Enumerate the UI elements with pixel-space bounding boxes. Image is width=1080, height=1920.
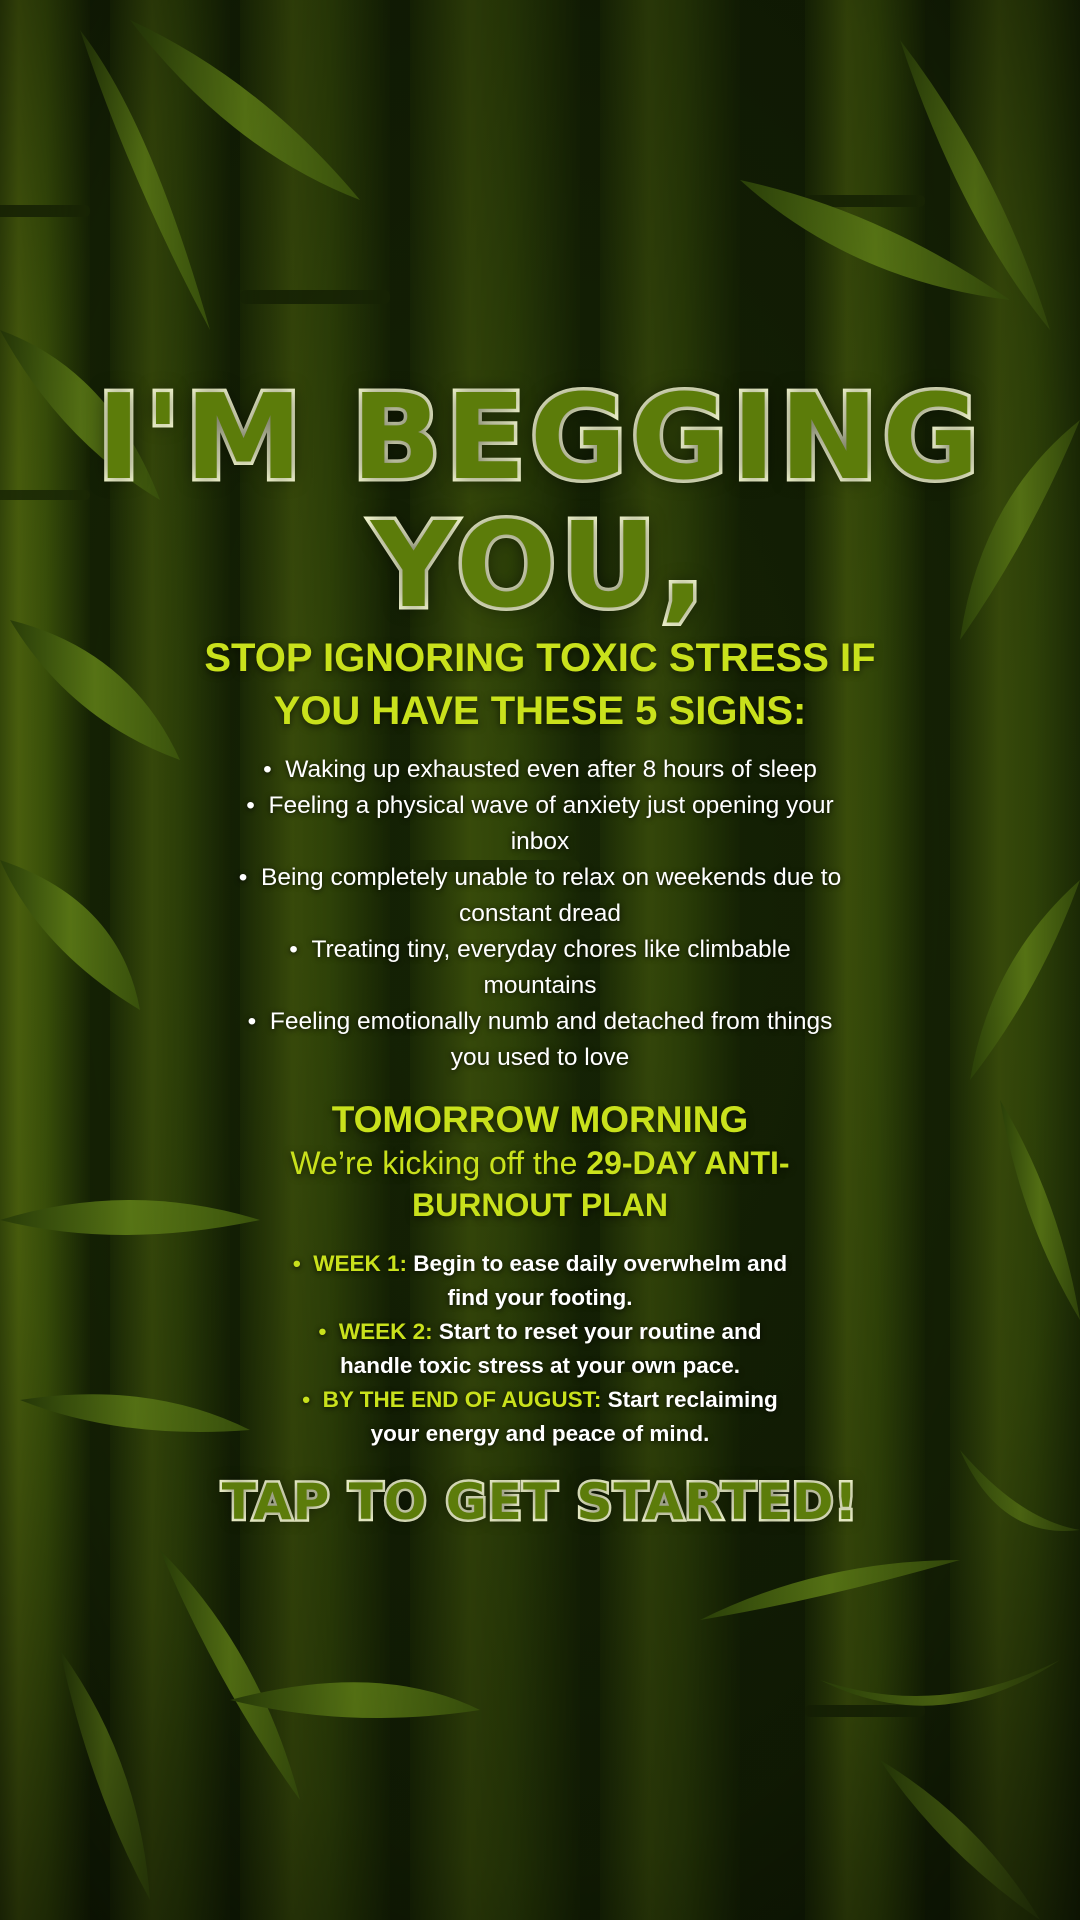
week-label: WEEK 1: xyxy=(313,1251,408,1276)
plan-week-item xyxy=(290,1383,790,1451)
sign-item: • Feeling a physical wave of anxiety just opening your inbox xyxy=(230,788,850,860)
subheadline: STOP IGNORING TOXIC STRESS IF YOU HAVE THESE 5 SIGNS: xyxy=(204,636,876,733)
announcement-text xyxy=(250,1142,830,1226)
plan-week-item xyxy=(290,1247,790,1315)
headline-line-2: YOU, xyxy=(370,496,710,634)
announcement-lead: We’re kicking off the xyxy=(290,1145,587,1181)
plan-weeks-list xyxy=(290,1247,790,1451)
sign-item: • Feeling emotionally numb and detached from things you used to love xyxy=(230,1004,850,1076)
announcement-title: TOMORROW MORNING xyxy=(331,1099,749,1140)
sign-item: • Waking up exhausted even after 8 hours of sleep xyxy=(230,752,850,788)
week-text: Start reclaiming your energy and peace of mind. xyxy=(370,1387,778,1446)
plan-week-item xyxy=(290,1315,790,1383)
headline-line-1: I'M BEGGING xyxy=(96,368,984,506)
sign-item: • Being completely unable to relax on weekends due to constant dread xyxy=(230,860,850,932)
week-label: WEEK 2: xyxy=(338,1319,433,1344)
sign-item: • Treating tiny, everyday chores like climbable mountains xyxy=(230,932,850,1004)
get-started-button[interactable]: TAP TO GET STARTED! xyxy=(221,1473,859,1531)
week-text: Start to reset your routine and handle toxic stress at your own pace. xyxy=(339,1319,762,1378)
signs-list xyxy=(230,752,850,1076)
week-label: BY THE END OF AUGUST: xyxy=(322,1387,602,1412)
week-text: Begin to ease daily overwhelm and find your footing. xyxy=(407,1251,788,1310)
plan-name: 29-DAY ANTI-BURNOUT PLAN xyxy=(412,1145,790,1223)
